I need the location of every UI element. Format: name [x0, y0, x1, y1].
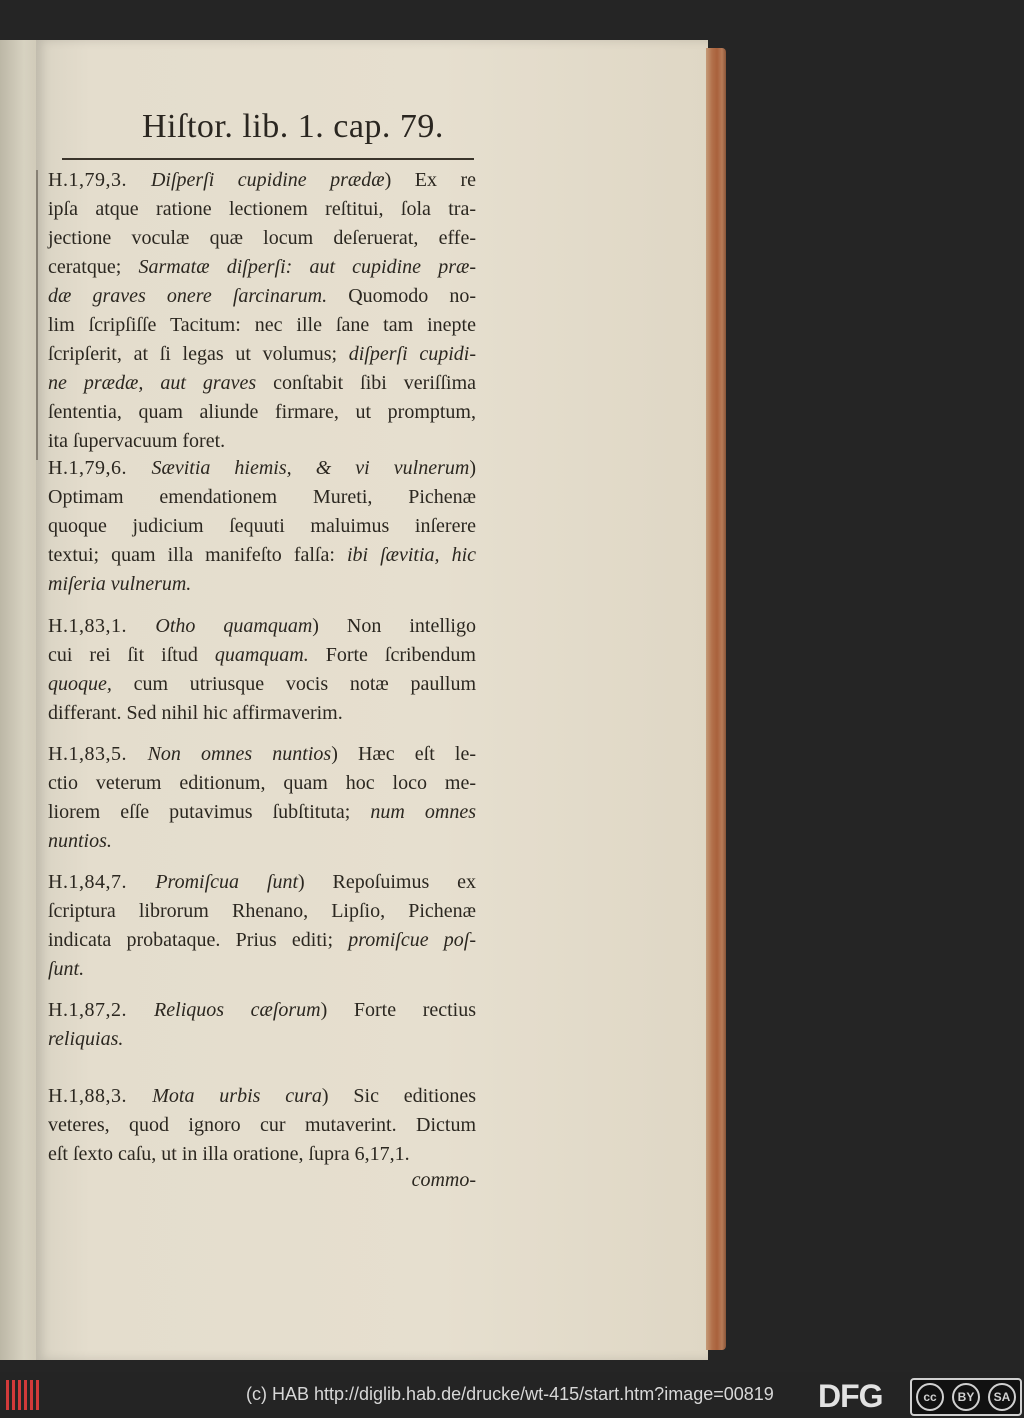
note-lemma: Sarmatæ diſperſi: aut cupidine præ- [138, 256, 476, 278]
note-line [48, 798, 476, 827]
cc-license-badge[interactable] [910, 1378, 1022, 1416]
note-line [48, 454, 476, 483]
note-line [48, 955, 476, 984]
note-block [48, 868, 476, 984]
note-lemma: reliquias. [48, 1028, 124, 1050]
note-line [48, 670, 476, 699]
by-icon: BY [952, 1383, 980, 1411]
note-line [48, 427, 476, 456]
copyright-link[interactable]: (c) HAB http://diglib.hab.de/drucke/wt-415/start.htm?image=00819 [246, 1384, 774, 1404]
note-lemma: diſperſi cupidi- [348, 343, 476, 365]
note-text: ſententia, quam aliunde firmare, ut promptum, [48, 401, 476, 423]
note-lemma: promiſcue poſ- [348, 929, 476, 951]
note-line [48, 1140, 476, 1169]
note-text: jectione voculæ quæ locum deſeruerat, effe- [48, 227, 476, 249]
note-reference: H.1,84,7. [48, 871, 156, 893]
note-text: Optimam emendationem Mureti, Pichenæ [48, 486, 476, 508]
note-text: indicata probataque. Prius editi; [48, 929, 349, 951]
note-lemma: quamquam. [214, 644, 309, 666]
note-block [48, 740, 476, 856]
note-text: quoque judicium ſequuti maluimus inſerere [48, 515, 476, 537]
note-line [48, 541, 476, 570]
barcode-icon [6, 1380, 40, 1410]
note-line [48, 897, 476, 926]
note-line [48, 282, 476, 311]
note-line [48, 483, 476, 512]
catchword [300, 1166, 476, 1195]
note-lemma: miſeria vulnerum. [48, 573, 192, 595]
note-text: ) Non intelligo [312, 615, 476, 637]
note-block [48, 166, 476, 456]
note-block [48, 996, 476, 1054]
cc-icon: cc [916, 1383, 944, 1411]
note-text: ) [469, 457, 476, 479]
note-line [48, 996, 476, 1025]
note-text: differant. Sed nihil hic affirmaverim. [48, 702, 343, 724]
running-title: Hiſtor. lib. 1. cap. 79. [142, 108, 444, 145]
note-lemma: ne prædæ, aut graves [48, 372, 257, 394]
note-text: ) Repoſuimus ex [298, 871, 476, 893]
note-block [48, 454, 476, 599]
note-lemma: Otho quamquam [155, 615, 313, 637]
note-text: ) Forte rectius [320, 999, 477, 1021]
note-line [48, 398, 476, 427]
note-line [48, 612, 476, 641]
note-reference: H.1,87,2. [48, 999, 155, 1021]
note-text: Quomodo no- [327, 285, 476, 307]
note-text: ſcripſerit, at ſi legas ut volumus; [48, 343, 349, 365]
header-rule [62, 158, 474, 160]
note-line [48, 253, 476, 282]
note-reference: H.1,88,3. [48, 1085, 153, 1107]
note-text: ipſa atque ratione lectionem reſtitui, ſola tra- [48, 198, 476, 220]
note-line [48, 224, 476, 253]
note-lemma: Promiſcua ſunt [155, 871, 299, 893]
note-lemma: quoque, [48, 673, 112, 695]
note-lemma: num omnes [370, 801, 476, 823]
note-lemma: Sævitia hiemis, & vi vulnerum [151, 457, 470, 479]
note-line [48, 311, 476, 340]
note-text: ita ſupervacuum foret. [48, 430, 226, 452]
note-text: ) Sic editiones [321, 1085, 476, 1107]
note-text: cum utriusque vocis notæ paullum [111, 673, 476, 695]
note-line [48, 641, 476, 670]
note-line [48, 512, 476, 541]
note-line [48, 740, 476, 769]
note-text: textui; quam illa manifeſto falſa: [48, 544, 347, 566]
note-lemma: Reliquos cæſorum [154, 999, 321, 1021]
note-lemma: Mota urbis cura [152, 1085, 322, 1107]
note-lemma: ibi ſævitia, hic [346, 544, 476, 566]
dfg-logo[interactable]: DFG [818, 1378, 883, 1414]
note-text: conſtabit ſibi veriſſima [256, 372, 476, 394]
note-text: Forte ſcribendum [308, 644, 476, 666]
note-line [48, 868, 476, 897]
note-reference: H.1,79,6. [48, 457, 152, 479]
note-text: liorem eſſe putavimus ſubſtituta; [48, 801, 371, 823]
sa-icon: SA [988, 1383, 1016, 1411]
margin-line [36, 170, 38, 460]
note-lemma: nuntios. [48, 830, 112, 852]
note-lemma: ſunt. [48, 958, 85, 980]
note-line [48, 369, 476, 398]
note-block [48, 1082, 476, 1169]
note-line [48, 699, 476, 728]
note-line [48, 1025, 476, 1054]
note-text: ) Ex re [384, 169, 476, 191]
note-line [48, 769, 476, 798]
note-line [48, 340, 476, 369]
note-lemma: Diſperſi cupidine prædæ [150, 169, 385, 191]
note-text: eſt ſexto caſu, ut in illa oratione, ſupra 6,17,1. [48, 1143, 410, 1165]
note-text: ſcriptura librorum Rhenano, Lipſio, Pichenæ [48, 900, 476, 922]
note-line [48, 827, 476, 856]
note-text: ctio veterum editionum, quam hoc loco me- [48, 772, 476, 794]
catchword-text: commo- [411, 1169, 476, 1191]
previous-page-edge [0, 40, 40, 1360]
note-line [48, 1082, 476, 1111]
note-text: ceratque; [48, 256, 139, 278]
note-line [48, 926, 476, 955]
note-line [48, 1111, 476, 1140]
footer-bar [0, 1372, 1024, 1418]
note-line [48, 195, 476, 224]
note-text: veteres, quod ignoro cur mutaverint. Dictum [48, 1114, 476, 1136]
note-text: lim ſcripſiſſe Tacitum: nec ille ſane tam inepte [48, 314, 476, 336]
note-block [48, 612, 476, 728]
note-lemma: dæ graves onere ſarcinarum. [48, 285, 328, 307]
note-line [48, 166, 476, 195]
note-line [48, 570, 476, 599]
note-text: cui rei ſit iſtud [48, 644, 215, 666]
note-reference: H.1,83,5. [48, 743, 148, 765]
note-text: ) Hæc eſt le- [331, 743, 476, 765]
page-fore-edge [706, 48, 726, 1350]
note-reference: H.1,83,1. [48, 615, 156, 637]
note-lemma: Non omnes nuntios [147, 743, 332, 765]
note-reference: H.1,79,3. [48, 169, 151, 191]
